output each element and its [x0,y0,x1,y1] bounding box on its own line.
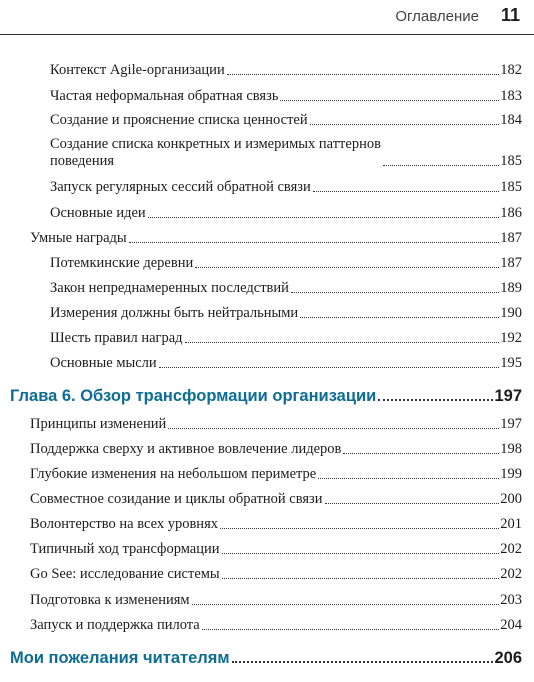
toc-entry-page: 206 [494,649,522,667]
toc-entry-page: 197 [500,416,522,432]
running-header [0,0,534,36]
toc-entry[interactable] [30,466,522,483]
header-rule [0,34,534,35]
dot-leader [185,342,500,343]
toc-entry-title: Принципы изменений [30,416,167,432]
dot-leader [227,74,500,75]
toc-entry[interactable] [50,355,522,372]
toc-entry-page: 187 [500,255,522,271]
toc-entry-page: 186 [500,205,522,221]
toc-entry-page: 195 [500,355,522,371]
toc-entry-page: 200 [500,491,522,507]
dot-leader [129,242,500,243]
toc-entry-title: Волонтерство на всех уровнях [30,516,218,532]
toc-entry-page: 197 [494,387,522,405]
toc-entry-title: Типичный ход трансформации [30,541,220,557]
toc-entry-title: Потемкинские деревни [50,255,194,271]
dot-leader [168,428,499,429]
toc-entry[interactable] [30,491,522,508]
dot-leader [222,553,500,554]
dot-leader [159,367,500,368]
dot-leader [232,661,494,663]
toc-entry-page: 190 [500,305,522,321]
toc-entry-page: 184 [500,112,522,128]
toc-entry-title: Шесть правил наград [50,330,183,346]
toc-entry-page: 202 [500,566,522,582]
dot-leader [195,267,499,268]
toc-entry[interactable] [30,617,522,634]
dot-leader [291,292,499,293]
toc-entry-title: Мои пожелания читателям [10,649,230,667]
toc-entry-page: 185 [500,153,522,169]
toc-entry-page: 182 [500,62,522,78]
toc-entry[interactable] [50,205,522,222]
dot-leader [222,578,500,579]
dot-leader [313,191,500,192]
toc-entry-page: 199 [500,466,522,482]
toc-entry-title [50,136,381,170]
toc-entry-title: Создание и прояснение списка ценностей [50,112,308,128]
toc-entry-title-line: поведения [50,153,115,169]
toc-entry-page: 185 [500,179,522,195]
dot-leader [383,165,499,166]
toc-entry[interactable] [50,305,522,322]
toc-entry-title: Измерения должны быть нейтральными [50,305,299,321]
dot-leader [325,503,500,504]
toc-entry-title: Запуск и поддержка пилота [30,617,200,633]
dot-leader [378,399,493,401]
toc-entry-title: Глава 6. Обзор трансформации организации [10,387,377,405]
toc-entry-page: 187 [500,230,522,246]
dot-leader [192,604,500,605]
dot-leader [202,629,500,630]
toc-entry-page: 202 [500,541,522,557]
toc-entry-title: Подготовка к изменениям [30,592,190,608]
dot-leader [300,317,499,318]
toc-entry[interactable] [50,136,522,170]
toc-entry[interactable] [30,566,522,583]
toc-entry[interactable] [50,179,522,196]
toc-entry-title: Go See: исследование системы [30,566,220,582]
toc-entry-page: 183 [500,88,522,104]
toc-entry-title: Совместное созидание и циклы обратной связи [30,491,323,507]
toc-entry-title: Закон непреднамеренных последствий [50,280,289,296]
toc-entry[interactable] [50,88,522,105]
toc-entry[interactable] [30,441,522,458]
toc-entry-title: Запуск регулярных сессий обратной связи [50,179,311,195]
toc-entry[interactable] [30,541,522,558]
toc-entry-page: 201 [500,516,522,532]
toc-entry[interactable] [30,230,522,247]
toc-entry[interactable] [30,516,522,533]
dot-leader [343,453,499,454]
toc-entry[interactable] [50,330,522,347]
toc-chapter-6[interactable] [10,386,522,406]
toc-entry-title-line: Создание списка конкретных и измеримых паттернов [50,136,381,152]
toc-entry-title: Умные награды [30,230,127,246]
toc-entry-title: Частая неформальная обратная связь [50,88,279,104]
dot-leader [318,478,499,479]
toc-entry-page: 192 [500,330,522,346]
dot-leader [310,124,500,125]
toc-entry[interactable] [50,255,522,272]
dot-leader [220,528,499,529]
toc-entry-page: 198 [500,441,522,457]
toc-entry-title: Глубокие изменения на небольшом периметре [30,466,317,482]
header-page-number: 11 [500,5,520,25]
toc-closing-section[interactable] [10,648,522,668]
toc-entry-title: Основные идеи [50,205,146,221]
header-title: Оглавление [395,8,479,25]
toc-entry[interactable] [30,592,522,609]
toc-entry[interactable] [50,280,522,297]
toc-entry[interactable] [50,112,522,129]
dot-leader [148,217,500,218]
toc-entry-title: Контекст Agile-организации [50,62,225,78]
toc-entry-page: 189 [500,280,522,296]
toc-entry[interactable] [50,62,522,79]
dot-leader [280,100,499,101]
toc-entry-page: 203 [500,592,522,608]
toc-entry-title: Поддержка сверху и активное вовлечение лидеров [30,441,342,457]
toc-entry-title: Основные мысли [50,355,157,371]
toc-entry[interactable] [30,416,522,433]
toc-entry-page: 204 [500,617,522,633]
